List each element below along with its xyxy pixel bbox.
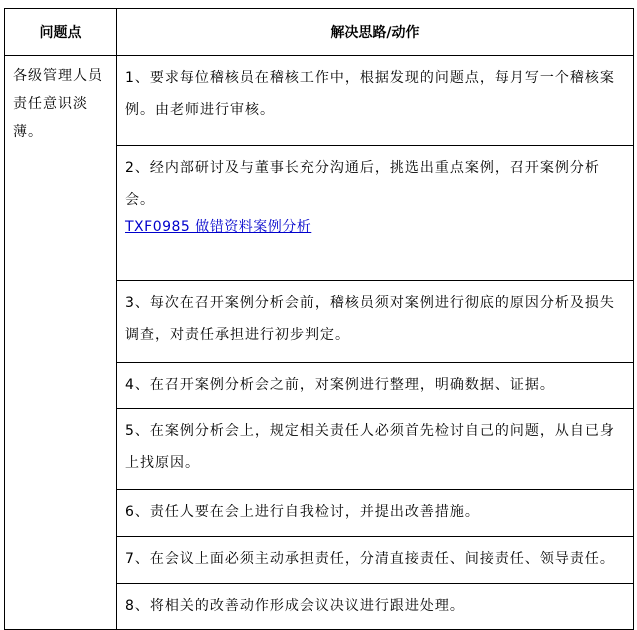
step-text-4: 4、在召开案例分析会之前，对案例进行整理，明确数据、证据。: [125, 377, 555, 393]
table-header-row: [5, 9, 634, 56]
step-cell-1: [117, 56, 634, 146]
step-cell-7: [117, 537, 634, 584]
step-text-2: 2、经内部研讨及与董事长充分沟通后，挑选出重点案例，召开案例分析会。: [125, 160, 600, 208]
header-problem: 问题点: [5, 9, 117, 56]
case-analysis-link[interactable]: TXF0985 做错资料案例分析: [125, 219, 312, 235]
step-text-8: 8、将相关的改善动作形成会议决议进行跟进处理。: [125, 598, 465, 614]
step-text-7: 7、在会议上面必须主动承担责任，分清直接责任、间接责任、领导责任。: [125, 551, 615, 567]
step-cell-6: [117, 490, 634, 537]
step-cell-8: [117, 584, 634, 630]
step-text-6: 6、责任人要在会上进行自我检讨，并提出改善措施。: [125, 504, 480, 520]
step-text-5: 5、在案例分析会上，规定相关责任人必须首先检讨自己的问题，从自已身上找原因。: [125, 423, 615, 471]
problem-cell: 各级管理人员责任意识淡薄。: [5, 56, 117, 630]
problem-solution-table: [4, 8, 634, 630]
table-row: [5, 56, 634, 146]
step-text-3: 3、每次在召开案例分析会前，稽核员须对案例进行彻底的原因分析及损失调查，对责任承担进行初步判定。: [125, 295, 615, 343]
step-cell-5: [117, 409, 634, 490]
step-cell-3: [117, 281, 634, 363]
step-cell-2: [117, 146, 634, 281]
header-solution: 解决思路/动作: [117, 9, 634, 56]
step-cell-4: [117, 363, 634, 409]
step-text-1: 1、要求每位稽核员在稽核工作中，根据发现的问题点，每月写一个稽核案例。由老师进行审核。: [125, 70, 615, 118]
